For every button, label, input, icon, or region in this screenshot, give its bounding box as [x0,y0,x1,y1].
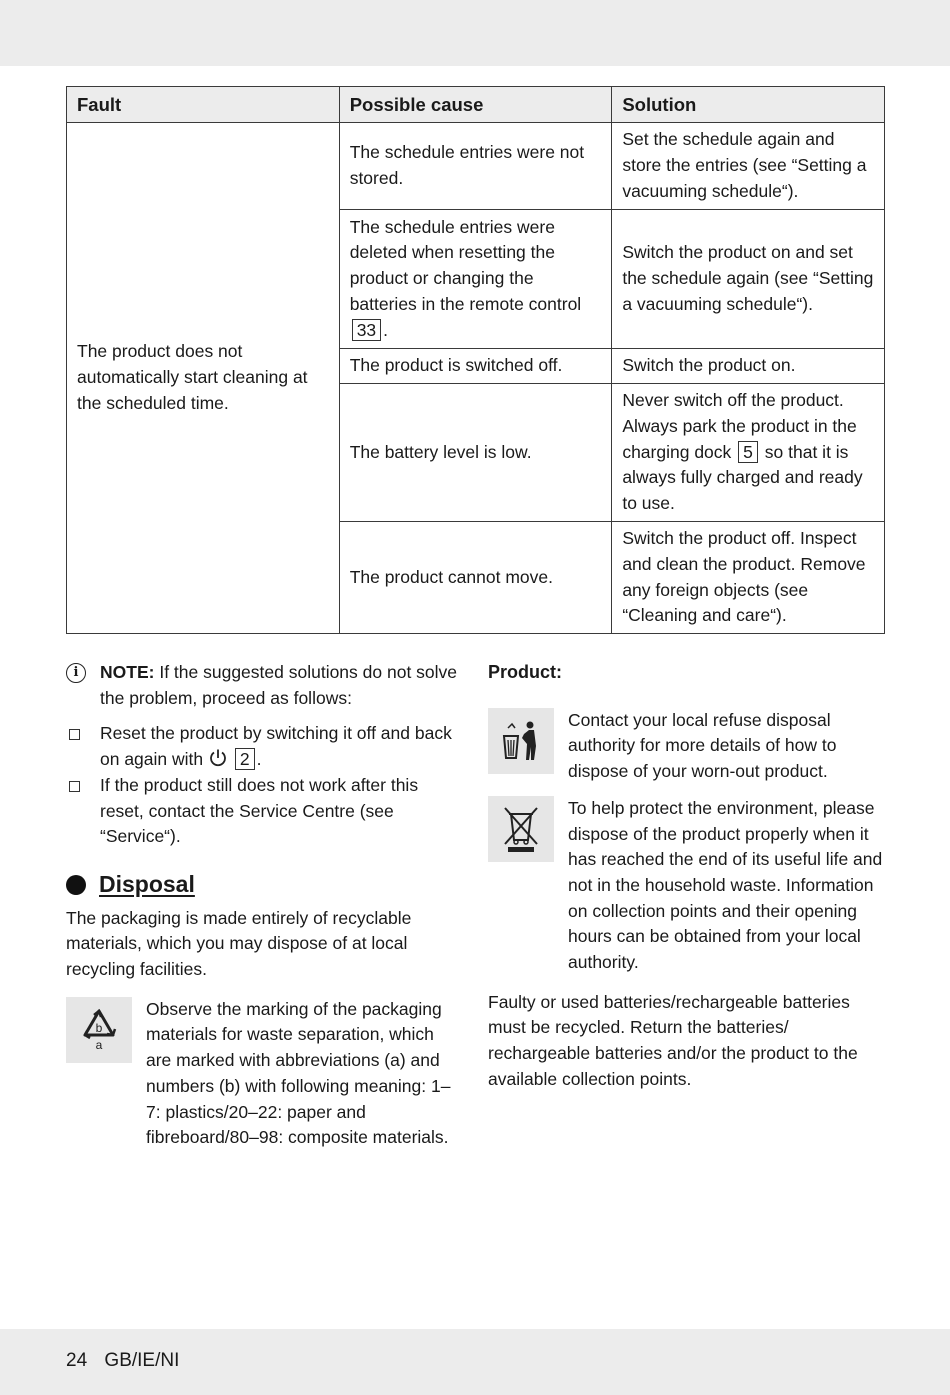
note-block [66,660,458,711]
cause-text: The schedule entries were deleted when resetting the product or changing the batteries in the remote control [349,216,582,314]
solution-cell: Set the schedule again and store the entries (see “Setting a vacuuming schedule“). [612,123,885,210]
bullet-box-icon [69,729,80,740]
power-icon [208,748,228,768]
cause-cell: The schedule entries were not stored. [339,123,612,210]
weee-block [488,796,885,976]
disposal-heading [66,872,458,898]
solution-cell: Switch the product off. Inspect and clean the product. Remove any foreign objects (see “Cleaning and care“). [612,522,885,634]
environment-text: To help protect the environment, please dispose of the product properly when it has reached the end of its useful life and not in the household waste. Information on collection points and their opening hours can be obtained from your local authority. [568,797,883,973]
right-column [488,660,885,1093]
troubleshooting-table [66,86,885,634]
crossed-bin-icon [488,796,554,862]
ref-number: 5 [738,441,758,463]
region-code: GB/IE/NI [104,1350,180,1371]
ref-number: 2 [235,748,255,770]
fault-cell: The product does not automatically start cleaning at the scheduled time. [67,123,340,634]
cause-cell: The schedule entries were deleted when resetting the product or changing the batteries in the remote control 33 . [339,210,612,349]
solution-cell: Switch the product on. [612,349,885,384]
refuse-text: Contact your local refuse disposal authority for more details of how to dispose of your worn-out product. [568,709,837,782]
solution-cell [612,384,885,522]
step-text: Reset the product by switching it off and back on again with [100,723,452,770]
bullet-box-icon [69,781,80,792]
header-solution: Solution [612,87,885,123]
bullet-dot-icon [66,875,86,895]
table-row [67,123,885,210]
tidyman-icon [488,708,554,774]
list-item: Reset the product by switching it off and back on again with 2 . [66,721,458,772]
ref-number: 33 [352,319,381,341]
note-steps [66,721,458,850]
page-number: 24 [66,1350,88,1371]
step-text: If the product still does not work after this reset, contact the Service Centre (see “Service“). [100,774,419,847]
refuse-block [488,708,885,785]
page-footer [66,1350,179,1372]
cause-cell: The battery level is low. [339,384,612,522]
recycle-icon [66,997,132,1063]
svg-text:a: a [95,1037,103,1052]
header-cause: Possible cause [339,87,612,123]
cause-cell: The product cannot move. [339,522,612,634]
note-label: NOTE: [100,662,155,682]
product-heading: Product: [488,662,562,682]
disposal-intro: The packaging is made entirely of recyclable materials, which you may dispose of at local recycling facilities. [66,907,412,980]
solution-text: so that it is always fully charged and ready to use. [622,441,863,514]
batteries-text: Faulty or used batteries/rechargeable batteries must be recycled. Return the batteries/ rechargeable batteries and/or the product to the available collection points. [488,991,858,1089]
list-item [66,773,458,850]
table-header-row [67,87,885,123]
info-icon: i [66,663,86,683]
svg-text:b: b [95,1020,103,1035]
recycling-marking-block [66,997,458,1151]
solution-cell: Switch the product on and set the schedule again (see “Setting a vacuuming schedule“). [612,210,885,349]
cause-cell: The product is switched off. [339,349,612,384]
marking-text: Observe the marking of the packaging materials for waste separation, which are marked with abbreviations (a) and numbers (b) with following meaning: 1–7: plastics/20–22: paper and fibreboard/80–98: composite materials. [146,998,451,1148]
solution-text: Never switch off the product. Always park the product in the charging dock [622,390,857,462]
header-fault: Fault [67,87,340,123]
note-text: If the suggested solutions do not solve the problem, proceed as follows: [100,662,458,708]
section-title: Disposal [99,870,195,897]
top-band [0,0,950,66]
left-column [66,660,458,1151]
